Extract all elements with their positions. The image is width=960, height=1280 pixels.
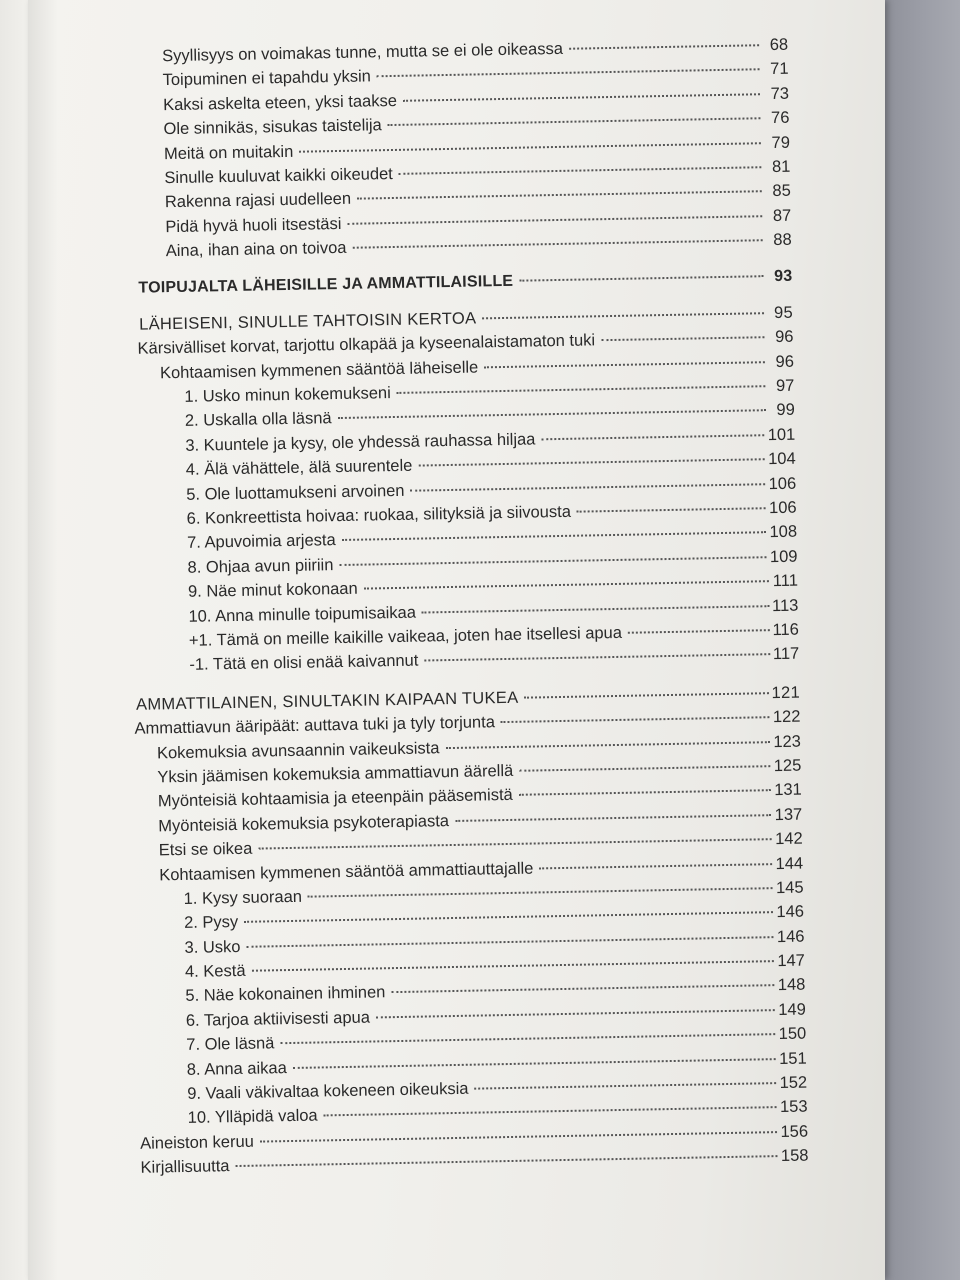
spine-shadow <box>28 0 58 1280</box>
toc-entry-title: Myönteisiä kohtaamisia ja eteenpäin pääsemistä <box>157 786 513 811</box>
toc-entry-title: Pidä hyvä huoli itsestäsi <box>165 214 342 236</box>
dot-leader <box>519 764 771 772</box>
toc-entry-title: Kaksi askelta eteen, yksi taakse <box>162 91 398 114</box>
book-page-edge <box>0 0 31 1280</box>
dot-leader <box>397 384 766 394</box>
toc-entry-title: Kokemuksia avunsaannin vaikeuksista <box>156 738 440 762</box>
dot-leader <box>628 628 770 634</box>
toc-entry-title: 8. Anna aikaa <box>186 1058 287 1079</box>
toc-entry-page-number: 96 <box>775 352 795 371</box>
toc-entry-title: +1. Tämä on meille kaikille vaikeaa, joten hae itsellesi apua <box>188 623 623 650</box>
dot-leader <box>235 1154 777 1167</box>
toc-entry-page-number: 106 <box>768 474 797 493</box>
toc-entry-title: 6. Konkreettista hoivaa: ruokaa, silityksiä ja siivousta <box>186 502 572 528</box>
toc-entry-title: 4. Älä vähättele, älä suurentele <box>185 456 413 480</box>
dot-leader <box>541 433 764 440</box>
toc-entry-title: 1. Kysy suoraan <box>183 887 303 908</box>
toc-entry-title: 9. Näe minut kokonaan <box>187 579 358 602</box>
toc-entry-page-number: 142 <box>774 829 803 849</box>
table-of-contents <box>118 33 809 1181</box>
toc-entry-page-number: 146 <box>776 902 805 922</box>
toc-entry-page-number: 147 <box>777 951 806 971</box>
toc-entry-page-number: 137 <box>774 805 803 824</box>
toc-entry-page-number: 151 <box>778 1049 807 1068</box>
toc-entry-page-number: 144 <box>775 854 804 873</box>
toc-entry-page-number: 152 <box>779 1073 808 1093</box>
toc-entry-title: 1. Usko minun kokemukseni <box>184 384 391 406</box>
toc-entry-title: Sinulle kuuluvat kaikki oikeudet <box>164 164 393 188</box>
toc-entry-page-number: 117 <box>772 644 800 664</box>
toc-entry-page-number: 104 <box>768 449 796 469</box>
toc-entry-page-number: 123 <box>773 732 802 751</box>
dot-leader <box>364 579 769 589</box>
dot-leader <box>246 935 773 948</box>
dot-leader <box>391 984 774 994</box>
toc-entry-page-number: 121 <box>771 683 801 702</box>
toc-entry-page-number: 109 <box>769 547 798 566</box>
toc-entry-title: 2. Pysy <box>183 913 239 933</box>
toc-entry-title: 9. Vaali väkivaltaa kokeneen oikeuksia <box>187 1079 469 1103</box>
toc-entry-page-number: 113 <box>771 596 799 615</box>
toc-entry-page-number: 81 <box>771 157 791 176</box>
dot-leader <box>524 691 768 698</box>
dot-leader <box>293 1057 776 1069</box>
toc-entry-page-number: 96 <box>774 327 794 347</box>
toc-entry-title: 5. Ole luottamukseni arvoinen <box>186 481 405 504</box>
toc-entry-page-number: 79 <box>771 133 791 152</box>
toc-entry-page-number: 131 <box>774 780 802 800</box>
dot-leader <box>569 43 759 49</box>
toc-entry-title: Etsi se oikea <box>158 839 253 860</box>
dot-leader <box>539 862 772 869</box>
toc-entry-page-number: 146 <box>776 927 805 946</box>
toc-entry-title: Kohtaamisen kymmenen sääntöä ammattiauttajalle <box>159 859 534 884</box>
dot-leader <box>324 1106 777 1117</box>
dot-leader <box>376 1008 775 1018</box>
toc-entry-title: Kirjallisuutta <box>140 1157 230 1177</box>
toc-entry-title: 5. Näe kokonainen ihminen <box>185 983 386 1006</box>
toc-entry-title: Meitä on muitakin <box>163 142 294 163</box>
toc-entry-page-number: 76 <box>770 108 790 128</box>
dot-leader <box>251 959 774 972</box>
dot-leader <box>418 457 765 466</box>
toc-entry-page-number: 125 <box>773 756 802 776</box>
dot-leader <box>519 788 772 796</box>
dot-leader <box>403 92 760 102</box>
dot-leader <box>258 837 772 849</box>
toc-entry-page-number: 156 <box>780 1122 809 1141</box>
toc-entry-title: LÄHEISENI, SINULLE TAHTOISIN KERTOA <box>138 309 477 334</box>
dot-leader <box>339 555 767 566</box>
toc-entry-page-number: 108 <box>769 523 798 542</box>
toc-entry-title: 6. Tarjoa aktiivisesti apua <box>185 1008 371 1030</box>
dot-leader <box>455 813 772 822</box>
dot-leader <box>377 68 760 78</box>
toc-entry-title: AMMATTILAINEN, SINULTAKIN KAIPAAN TUKEA <box>135 688 519 714</box>
dot-leader <box>410 482 765 492</box>
dot-leader <box>422 604 769 613</box>
toc-entry-title: 10. Anna minulle toipumisaikaa <box>188 603 417 626</box>
dot-leader <box>244 910 773 923</box>
dot-leader <box>357 190 762 200</box>
dot-leader <box>388 116 761 126</box>
dot-leader <box>445 740 770 749</box>
toc-entry-title: 10. Ylläpidä valoa <box>187 1106 318 1128</box>
toc-entry-title: Toipuminen ei tapahdu yksin <box>162 67 372 90</box>
dot-leader <box>501 715 770 723</box>
toc-entry-page-number: 99 <box>776 401 795 420</box>
dot-leader <box>484 360 765 368</box>
toc-entry-page-number: 97 <box>775 376 795 396</box>
toc-entry-page-number: 145 <box>775 878 804 897</box>
dot-leader <box>399 165 762 175</box>
toc-entry-page-number: 85 <box>772 182 791 201</box>
toc-entry-title: 7. Ole läsnä <box>186 1034 275 1055</box>
toc-entry-page-number: 68 <box>769 35 789 55</box>
dot-leader <box>342 531 767 542</box>
dot-leader <box>280 1032 775 1044</box>
toc-entry-page-number: 93 <box>773 267 793 285</box>
toc-entry-page-number: 111 <box>772 571 799 591</box>
toc-entry-title: Aineiston keruu <box>139 1132 255 1153</box>
dot-leader <box>519 274 763 281</box>
dot-leader <box>338 409 766 420</box>
toc-entry-page-number: 148 <box>777 976 806 995</box>
dot-leader <box>260 1130 778 1142</box>
toc-entry-page-number: 73 <box>770 84 790 103</box>
toc-entry-page-number: 87 <box>772 206 792 225</box>
dot-leader <box>474 1081 776 1090</box>
toc-entry-page-number: 153 <box>779 1097 808 1117</box>
toc-entry-title: 7. Apuvoimia arjesta <box>186 531 336 553</box>
toc-entry-page-number: 116 <box>772 620 799 640</box>
toc-entry-title: Ammattiavun ääripäät: auttava tuki ja tyly torjunta <box>134 713 496 738</box>
toc-entry-title: Rakenna rajasi uudelleen <box>164 190 352 212</box>
toc-entry-title: Kärsivälliset korvat, tarjottu olkapää ja kyseenalaistamaton tuki <box>137 331 596 358</box>
dot-leader <box>601 335 764 341</box>
toc-entry-title: Yksin jäämisen kokemuksia ammattiavun äärellä <box>157 761 514 787</box>
dot-leader <box>352 238 762 249</box>
dot-leader <box>299 141 761 152</box>
dot-leader <box>482 311 764 319</box>
toc-entry-title: Syyllisyys on voimakas tunne, mutta se ei ole oikeassa <box>162 39 564 66</box>
toc-entry-title: Aina, ihan aina on toivoa <box>165 238 347 261</box>
toc-entry-title: Kohtaamisen kymmenen sääntöä läheiselle <box>159 358 479 382</box>
toc-entry-page-number: 150 <box>778 1024 807 1044</box>
toc-entry-title: 4. Kestä <box>184 961 246 981</box>
toc-entry-page-number: 122 <box>772 707 801 727</box>
toc-entry-title: 8. Ohjaa avun piiriin <box>187 555 334 577</box>
toc-entry-page-number: 101 <box>767 425 796 445</box>
toc-entry-title: 2. Uskalla olla läsnä <box>184 409 332 431</box>
toc-entry-page-number: 71 <box>770 60 789 79</box>
toc-entry-title: -1. Tätä en olisi enää kaivannut <box>189 651 419 675</box>
toc-entry-page-number: 106 <box>768 498 797 518</box>
toc-entry-title: Ole sinnikäs, sisukas taistelija <box>163 116 382 139</box>
toc-entry-title: 3. Usko <box>184 937 241 957</box>
toc-entry-title: Myönteisiä kokemuksia psykoterapiasta <box>158 811 450 836</box>
toc-entry-title: 3. Kuuntele ja kysy, ole yhdessä rauhassa hiljaa <box>185 430 536 455</box>
toc-entry-page-number: 158 <box>780 1146 809 1166</box>
dot-leader <box>308 886 773 898</box>
toc-entry-page-number: 88 <box>773 230 792 250</box>
toc-entry-page-number: 95 <box>773 303 794 322</box>
dot-leader <box>347 214 762 225</box>
dot-leader <box>577 506 766 512</box>
toc-entry-page-number: 149 <box>778 1000 806 1019</box>
toc-entry-title: TOIPUJALTA LÄHEISILLE JA AMMATTILAISILLE <box>138 272 514 297</box>
dot-leader <box>424 653 770 662</box>
